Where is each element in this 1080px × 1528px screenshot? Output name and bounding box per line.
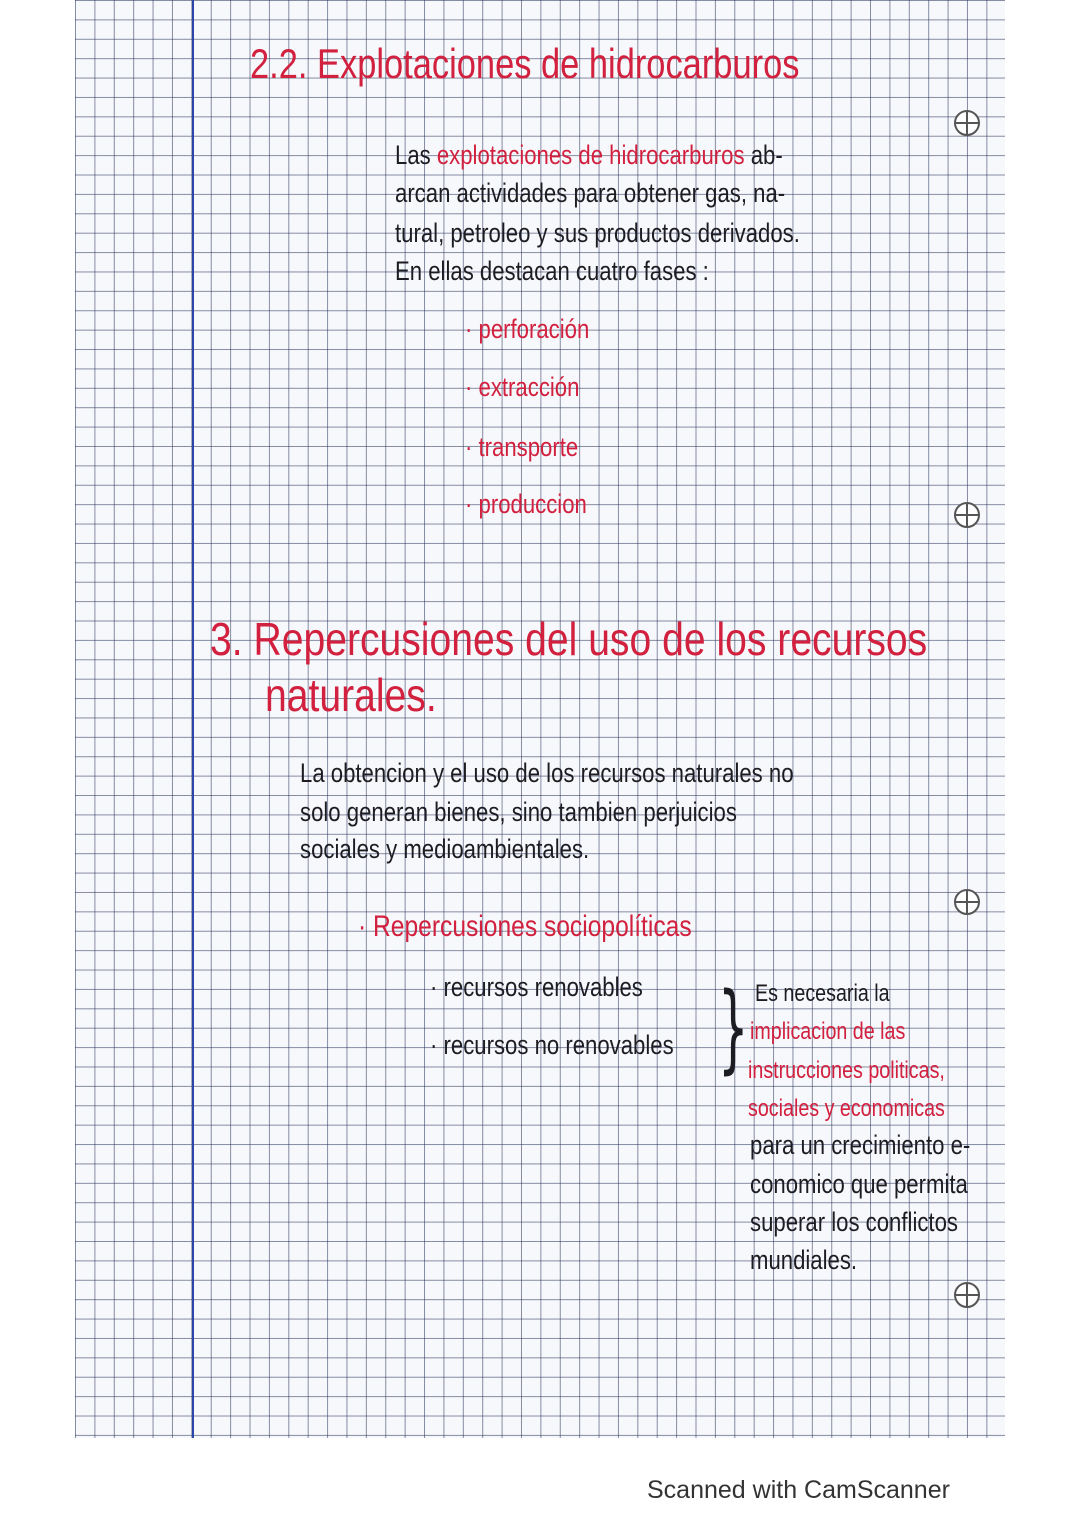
- binder-hole-icon: [954, 110, 980, 136]
- note-line: superar los conflictos: [750, 1207, 958, 1237]
- paragraph-line: arcan actividades para obtener gas, na-: [395, 178, 786, 208]
- binder-hole-icon: [954, 1282, 980, 1308]
- paragraph-line: En ellas destacan cuatro fases :: [395, 256, 709, 286]
- note-line: mundiales.: [750, 1245, 858, 1275]
- binder-hole-icon: [954, 502, 980, 528]
- list-item: · recursos no renovables: [430, 1030, 674, 1060]
- phase-item: · produccion: [465, 489, 587, 519]
- phase-item: · extracción: [465, 372, 580, 402]
- text: Las: [395, 140, 437, 170]
- note-line: Es necesaria la: [755, 980, 890, 1007]
- paragraph-line: sociales y medioambientales.: [300, 834, 590, 864]
- subheading: · Repercusiones sociopolíticas: [358, 910, 692, 943]
- text: ab-: [744, 140, 783, 170]
- binder-hole-icon: [954, 889, 980, 915]
- phase-item: · transporte: [465, 432, 579, 462]
- margin-line: [192, 0, 194, 1438]
- note-line: para un crecimiento e-: [750, 1130, 971, 1160]
- list-item: · recursos renovables: [430, 972, 643, 1002]
- section-title-continued: naturales.: [265, 669, 437, 721]
- phase-item: · perforación: [465, 314, 590, 344]
- section-title: 3. Repercusiones del uso de los recursos: [210, 613, 928, 665]
- section-title: 2.2. Explotaciones de hidrocarburos: [250, 40, 800, 87]
- highlight-text: explotaciones de hidrocarburos: [436, 140, 745, 170]
- note-line-highlight: sociales y economicas: [748, 1095, 945, 1122]
- note-line-highlight: implicacion de las: [750, 1018, 906, 1045]
- note-line: conomico que permita: [750, 1169, 968, 1199]
- scanner-watermark: Scanned with CamScanner: [647, 1476, 950, 1504]
- paragraph-line: [395, 140, 783, 171]
- paragraph-line: solo generan bienes, sino tambien perjuicios: [300, 797, 737, 827]
- paragraph-line: La obtencion y el uso de los recursos naturales no: [300, 758, 794, 788]
- brace-icon: }: [718, 972, 749, 1084]
- note-line-highlight: instrucciones politicas,: [748, 1057, 945, 1084]
- paragraph-line: tural, petroleo y sus productos derivados.: [395, 218, 800, 248]
